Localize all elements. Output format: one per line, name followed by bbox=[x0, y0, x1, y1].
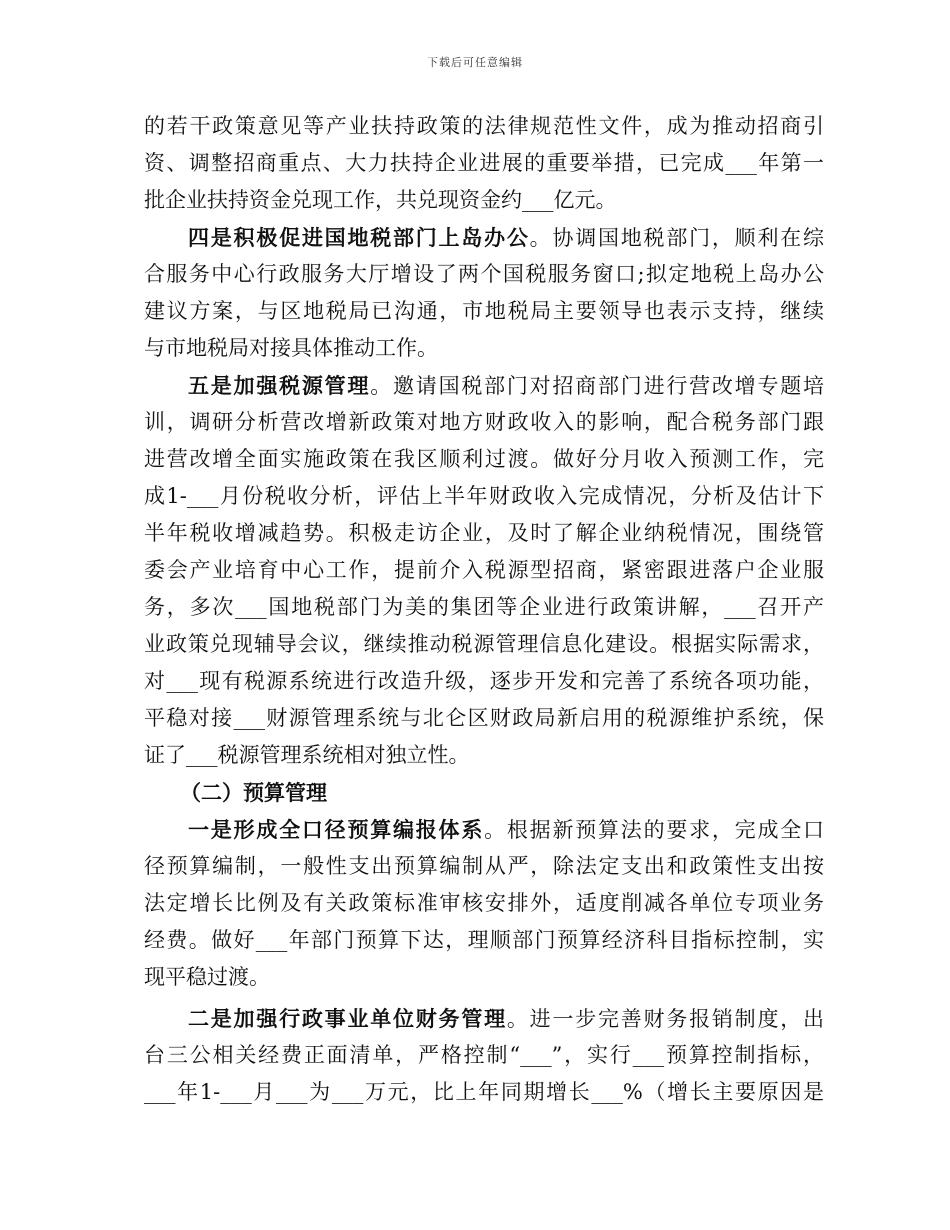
body-line: 经费。做好___年部门预算下达，理顺部门预算经济科目指标控制，实 bbox=[144, 928, 824, 952]
body-line: 资、调整招商重点、大力扶持企业进展的重要举措，已完成___年第一 bbox=[144, 151, 824, 175]
body-line: 建议方案，与区地税局已沟通，市地税局主要领导也表示支持，继续 bbox=[144, 299, 824, 323]
body-line: 与市地税局对接具体推动工作。 bbox=[144, 336, 438, 360]
body-line: 平稳对接___财源管理系统与北仑区财政局新启用的税源维护系统，保 bbox=[144, 706, 824, 730]
body-line: 五是加强税源管理。邀请国税部门对招商部门进行营改增专题培 bbox=[188, 373, 824, 398]
body-line: 法定增长比例及有关政策标准审核安排外，适度削减各单位专项业务 bbox=[144, 891, 824, 915]
body-line: 业政策兑现辅导会议，继续推动税源管理信息化建设。根据实际需求， bbox=[144, 632, 824, 656]
body-line: 批企业扶持资金兑现工作，共兑现资金约___亿元。 bbox=[144, 188, 617, 212]
body-line: 成1-___月份税收分析，评估上半年财政收入完成情况，分析及估计下 bbox=[144, 484, 824, 508]
paragraph-lead: 四是积极促进国地税部门上岛办公 bbox=[188, 225, 530, 250]
body-line: 训，调研分析营改增新政策对地方财政收入的影响，配合税务部门跟 bbox=[144, 410, 824, 434]
paragraph-lead: 一是形成全口径预算编报体系 bbox=[188, 817, 485, 842]
body-line: 四是积极促进国地税部门上岛办公。协调国地税部门，顺利在综 bbox=[188, 225, 824, 250]
body-line: 委会产业培育中心工作，提前介入税源型招商，紧密跟进落户企业服 bbox=[144, 558, 824, 582]
section-heading: （二）预算管理 bbox=[180, 780, 327, 805]
body-line: 对___现有税源系统进行改造升级，逐步开发和完善了系统各项功能， bbox=[144, 669, 824, 693]
page-header-note: 下载后可任意编辑 bbox=[427, 56, 523, 69]
body-line: 二是加强行政事业单位财务管理。进一步完善财务报销制度，出 bbox=[188, 1006, 824, 1031]
paragraph-lead: 二是加强行政事业单位财务管理 bbox=[188, 1006, 507, 1031]
body-line: 半年税收增减趋势。积极走访企业，及时了解企业纳税情况，围绕管 bbox=[144, 521, 824, 545]
body-line: 现平稳过渡。 bbox=[144, 965, 270, 989]
paragraph-lead: 五是加强税源管理 bbox=[188, 373, 371, 398]
document-body bbox=[144, 108, 824, 1111]
body-line: 的若干政策意见等产业扶持政策的法律规范性文件，成为推动招商引 bbox=[144, 114, 824, 138]
body-line: 进营改增全面实施政策在我区顺利过渡。做好分月收入预测工作，完 bbox=[144, 447, 824, 471]
body-line: ___年1-___月___为___万元，比上年同期增长___%（增长主要原因是 bbox=[144, 1080, 824, 1104]
body-line: 务，多次___国地税部门为美的集团等企业进行政策讲解，___召开产 bbox=[144, 595, 824, 619]
body-line: 合服务中心行政服务大厅增设了两个国税服务窗口;拟定地税上岛办公 bbox=[144, 262, 824, 286]
body-line: 径预算编制，一般性支出预算编制从严，除法定支出和政策性支出按 bbox=[144, 854, 824, 878]
body-line: 台三公相关经费正面清单，严格控制“___”，实行___预算控制指标， bbox=[144, 1043, 824, 1067]
body-line: 证了___税源管理系统相对独立性。 bbox=[144, 743, 470, 767]
body-line: 一是形成全口径预算编报体系。根据新预算法的要求，完成全口 bbox=[188, 817, 824, 842]
